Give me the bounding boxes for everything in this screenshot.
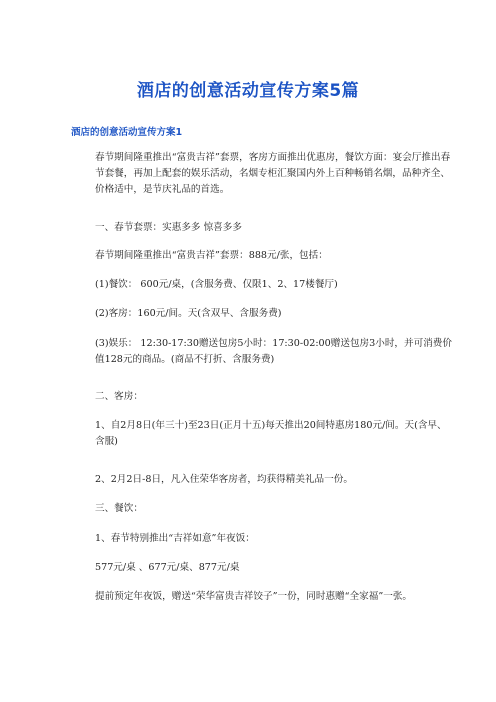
paragraph-heading-1: 一、春节套票：实惠多多 惊喜多多 bbox=[95, 222, 242, 233]
paragraph: (1)餐饮： 600元/桌，(含服务费、仅限1、2、17楼餐厅) bbox=[95, 279, 338, 290]
paragraph: 提前预定年夜饭，赠送“荣华富贵吉祥饺子”一份，同时惠赠“全家福”一张。 bbox=[95, 591, 413, 602]
paragraph: 春节期间隆重推出“富贵吉祥”套票：888元/张，包括： bbox=[95, 250, 328, 261]
paragraph: (3)娱乐： 12:30-17:30赠送包房5小时：17:30-02:00赠送包房3小时，并可消费价值128元的商品。(商品不打折、含服务费) bbox=[95, 338, 452, 365]
paragraph: 2、2月2日-8日，凡入住荣华客房者，均获得精美礼品一份。 bbox=[95, 474, 353, 485]
section-subtitle: 酒店的创意活动宣传方案1 bbox=[71, 127, 183, 138]
paragraph-intro: 春节期间隆重推出“富贵吉祥”套票，客房方面推出优惠房，餐饮方面：宴会厅推出春节套餐，再加上配套的娱乐活动，名烟专柜汇聚国内外上百种畅销名烟，品种齐全、价格适中，是节庆礼品的首选。 bbox=[95, 152, 451, 195]
paragraph-heading-3: 三、餐饮： bbox=[95, 503, 143, 514]
paragraph: 1、春节特别推出“吉祥如意”年夜饭： bbox=[95, 533, 255, 544]
paragraph: 1、自2月8日(年三十)至23日(正月十五)每天推出20间特惠房180元/间。天(含早、含服) bbox=[95, 420, 447, 447]
paragraph: 577元/桌 、677元/桌、877元/桌 bbox=[95, 562, 240, 573]
paragraph: (2)客房：160元/间。天(含双早、含服务费) bbox=[95, 308, 282, 319]
paragraph-heading-2: 二、客房： bbox=[95, 391, 143, 402]
document-title: 酒店的创意活动宣传方案5篇 bbox=[136, 81, 360, 101]
